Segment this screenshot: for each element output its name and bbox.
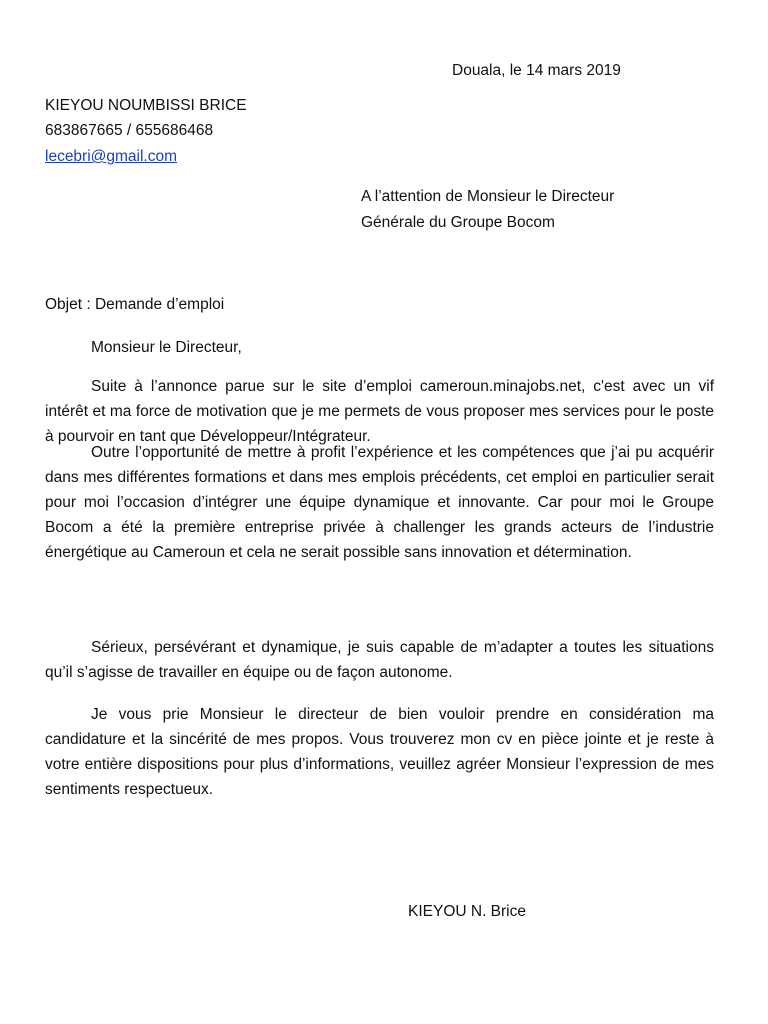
recipient-line-1: A l’attention de Monsieur le Directeur: [361, 188, 615, 205]
sender-email-link[interactable]: lecebri@gmail.com: [45, 148, 178, 165]
letter-signature: KIEYOU N. Brice: [408, 903, 526, 920]
letter-subject: Objet : Demande d’emploi: [45, 296, 225, 313]
letter-date: Douala, le 14 mars 2019: [452, 62, 621, 79]
body-paragraph-3: Sérieux, persévérant et dynamique, je suis capable de m’adapter a toutes les situations qu’il s’agisse de travailler en équipe ou de façon autonome.: [45, 639, 714, 681]
letter-salutation: Monsieur le Directeur,: [91, 339, 242, 356]
body-paragraph-2: Outre l’opportunité de mettre à profit l’expérience et les compétences que j’ai pu acquérir dans mes différentes formations et dans mes emplois précédents, cet emploi en particulier serait pour moi l’occasion d’intégrer une équipe dynamique et innovante. Car pour moi le Groupe Bocom a été la première entreprise privée à challenger les grands acteurs de l’industrie énergétique au Cameroun et cela ne serait possible sans innovation et détermination.: [45, 444, 714, 561]
sender-name: KIEYOU NOUMBISSI BRICE: [45, 97, 247, 114]
body-paragraph-4: Je vous prie Monsieur le directeur de bien vouloir prendre en considération ma candidature et la sincérité de mes propos. Vous trouverez mon cv en pièce jointe et je reste à votre entière dispositions pour plus d’informations, veuillez agréer Monsieur l’expression de mes sentiments respectueux.: [45, 706, 714, 798]
recipient-line-2: Générale du Groupe Bocom: [361, 214, 555, 231]
sender-phone: 683867665 / 655686468: [45, 122, 214, 139]
body-paragraph-1: Suite à l’annonce parue sur le site d’emploi cameroun.minajobs.net, c'est avec un vif intérêt et ma force de motivation que je me permets de vous proposer mes services pour le poste à pourvoir en tant que Développeur/Intégrateur.: [45, 378, 714, 445]
